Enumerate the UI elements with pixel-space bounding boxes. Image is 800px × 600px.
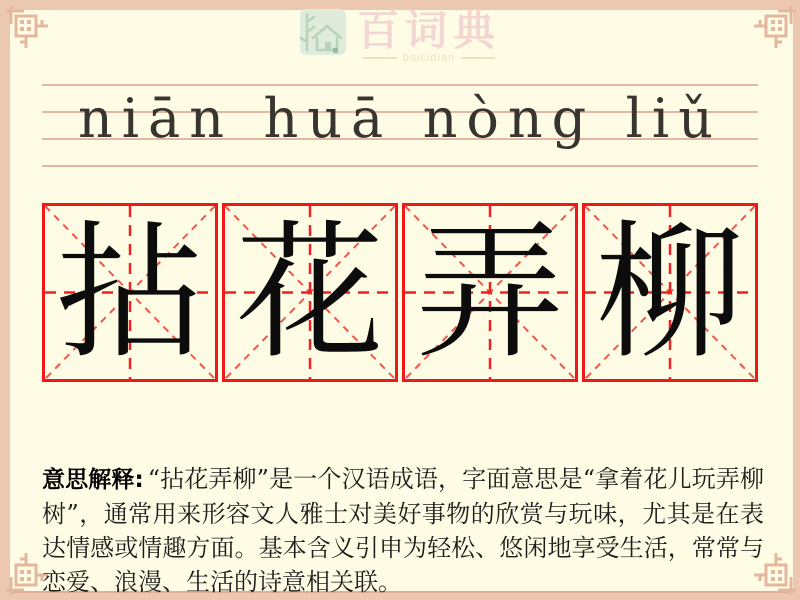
hanzi-box-3	[402, 203, 578, 382]
frame-right	[793, 0, 800, 600]
hanzi-character-3: 弄	[416, 206, 564, 379]
pinyin-syllable-2: huā	[263, 87, 393, 150]
definition-label: 意思解释:	[42, 467, 144, 493]
definition-paragraph	[42, 462, 764, 599]
subtitle-left-dash	[363, 57, 397, 59]
house-bamboo-logo-icon	[299, 8, 347, 56]
hanzi-character-1: 拈	[56, 206, 204, 379]
definition-text: “拈花弄柳”是一个汉语成语，字面意思是“拿着花儿玩弄柳树”，通常用来形容文人雅士对美好事物的欣赏与玩味，尤其是在表达情感或情趣方面。基本含义引申为轻松、悠闲地享受生活，常常与恋爱、浪漫、生活的诗意相关联。	[42, 465, 764, 596]
subtitle-right-dash	[461, 57, 495, 59]
pinyin-syllable-4: liǔ	[625, 87, 722, 150]
brand-name: 百词典	[356, 6, 501, 55]
brand-subtitle	[363, 52, 495, 64]
brand-text-block	[357, 8, 501, 64]
hanzi-box-4	[582, 203, 758, 382]
pinyin-syllable-1: niān	[78, 87, 234, 150]
brand-logo	[0, 8, 800, 64]
hanzi-box-1	[42, 203, 218, 382]
brand-subtitle-text: baicidian	[402, 52, 456, 64]
pinyin-syllable-3: nòng	[422, 87, 596, 150]
hanzi-box-row	[42, 203, 758, 382]
hanzi-character-2: 花	[236, 206, 384, 379]
hanzi-box-2	[222, 203, 398, 382]
pinyin-guide-line-4	[42, 165, 758, 167]
hanzi-character-4: 柳	[596, 206, 744, 379]
pinyin-row	[42, 86, 758, 152]
frame-left	[0, 0, 10, 600]
